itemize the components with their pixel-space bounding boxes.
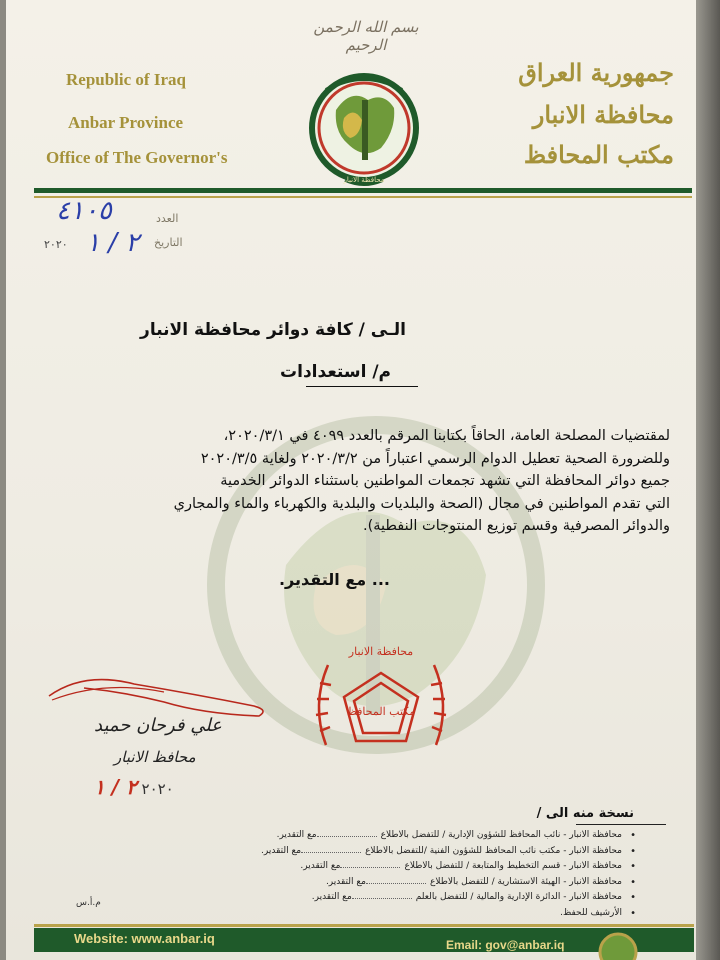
seal-text-center: مكتب المحافظ bbox=[346, 705, 416, 718]
footer-website: Website: www.anbar.iq bbox=[74, 931, 215, 946]
official-seal bbox=[306, 635, 456, 765]
header-en-office: Office of The Governor's bbox=[46, 148, 228, 167]
header-rule-gold bbox=[34, 196, 692, 198]
subject-underline bbox=[306, 386, 418, 387]
body-line: جميع دوائر المحافظة التي تشهد تجمعات المواطنين باستثناء الدوائر الخدمية bbox=[220, 473, 670, 489]
list-item: • محافظة الانبار - الدائرة الإدارية والمالية / للتفضل بالعلممع التقدير. bbox=[311, 892, 636, 903]
list-item: • محافظة الانبار - قسم التخطيط والمتابعة / للتفضل بالاطلاعمع التقدير. bbox=[300, 861, 636, 872]
letter-body bbox=[26, 425, 670, 538]
copy-to-underline bbox=[576, 824, 666, 825]
footer-email: Email: gov@anbar.iq bbox=[446, 938, 565, 952]
signature-year: ٢٠٢٠ bbox=[141, 780, 174, 798]
signature-date bbox=[94, 775, 174, 799]
header-en-country: Republic of Iraq bbox=[66, 70, 186, 89]
header-ar-province: محافظة الانبار bbox=[532, 100, 674, 129]
body-line: والدوائر المصرفية وقسم توزيع المنتوجات النفطية). bbox=[362, 518, 670, 534]
number-value: ٤١٠٥ bbox=[56, 196, 112, 226]
number-label: العدد bbox=[156, 212, 179, 225]
body-line: وللضرورة الصحية تعطيل الدوام الرسمي اعتباراً من ٢٠٢٠/٣/٢ ولغاية ٢٠٢٠/٣/٥ bbox=[200, 450, 670, 467]
footer-emblem-icon bbox=[596, 930, 640, 960]
signature-day-month: ٢ / ١ bbox=[94, 775, 137, 799]
page-edge-right bbox=[696, 0, 720, 960]
governorate-logo bbox=[306, 40, 422, 190]
list-item: • الأرشيف للحفظ. bbox=[560, 907, 636, 919]
body-line: لمقتضيات المصلحة العامة، الحاقاً بكتابنا المرقم بالعدد ٤٠٩٩ في ٢٠٢٠/٣/١، bbox=[223, 428, 670, 444]
list-item: • محافظة الانبار - مكتب نائب المحافظ للشؤون الفنية /للتفضل بالاطلاعمع التقدير. bbox=[261, 845, 636, 857]
copy-to-heading: نسخة منه الى / bbox=[536, 806, 634, 821]
addressee: الـى / كافة دوائر محافظة الانبار bbox=[140, 320, 406, 340]
footer-rule-gold bbox=[34, 924, 694, 927]
basmala: بسم الله الرحمن الرحيم bbox=[313, 18, 419, 54]
signatory-title: محافظ الانبار bbox=[114, 748, 196, 766]
signatory-name: علي فرحان حميد bbox=[94, 715, 222, 736]
closing: ... مع التقدير. bbox=[278, 570, 390, 589]
list-item: • محافظة الانبار - نائب المحافظ للشؤون الإدارية / للتفضل بالاطلاعمع التقدير. bbox=[276, 830, 636, 841]
seal-text-top: محافظة الانبار bbox=[348, 645, 414, 658]
header-rule bbox=[34, 188, 692, 193]
subject: م/ استعدادات bbox=[280, 362, 391, 382]
letter-sheet bbox=[6, 0, 696, 960]
header-ar-country: جمهورية العراق bbox=[518, 58, 674, 87]
header-en-province: Anbar Province bbox=[68, 113, 184, 132]
typist-initials: م.أ.س bbox=[76, 898, 101, 908]
header-ar-office: مكتب المحافظ bbox=[523, 140, 674, 169]
body-line: التي تقدم المواطنين في مجال (الصحة والبلديات والبلدية والكهرباء والماء والمجاري bbox=[173, 495, 670, 512]
date-year: ٢٠٢٠ bbox=[44, 238, 68, 251]
logo-caption: محافظة الانبار bbox=[343, 176, 385, 184]
date-value: ٢ / ١ bbox=[86, 228, 140, 258]
copy-to-list bbox=[152, 828, 636, 921]
list-item: • محافظة الانبار - الهيئة الاستشارية / للتفضل بالاطلاعمع التقدير. bbox=[325, 876, 636, 888]
date-label: التاريخ bbox=[154, 236, 183, 249]
